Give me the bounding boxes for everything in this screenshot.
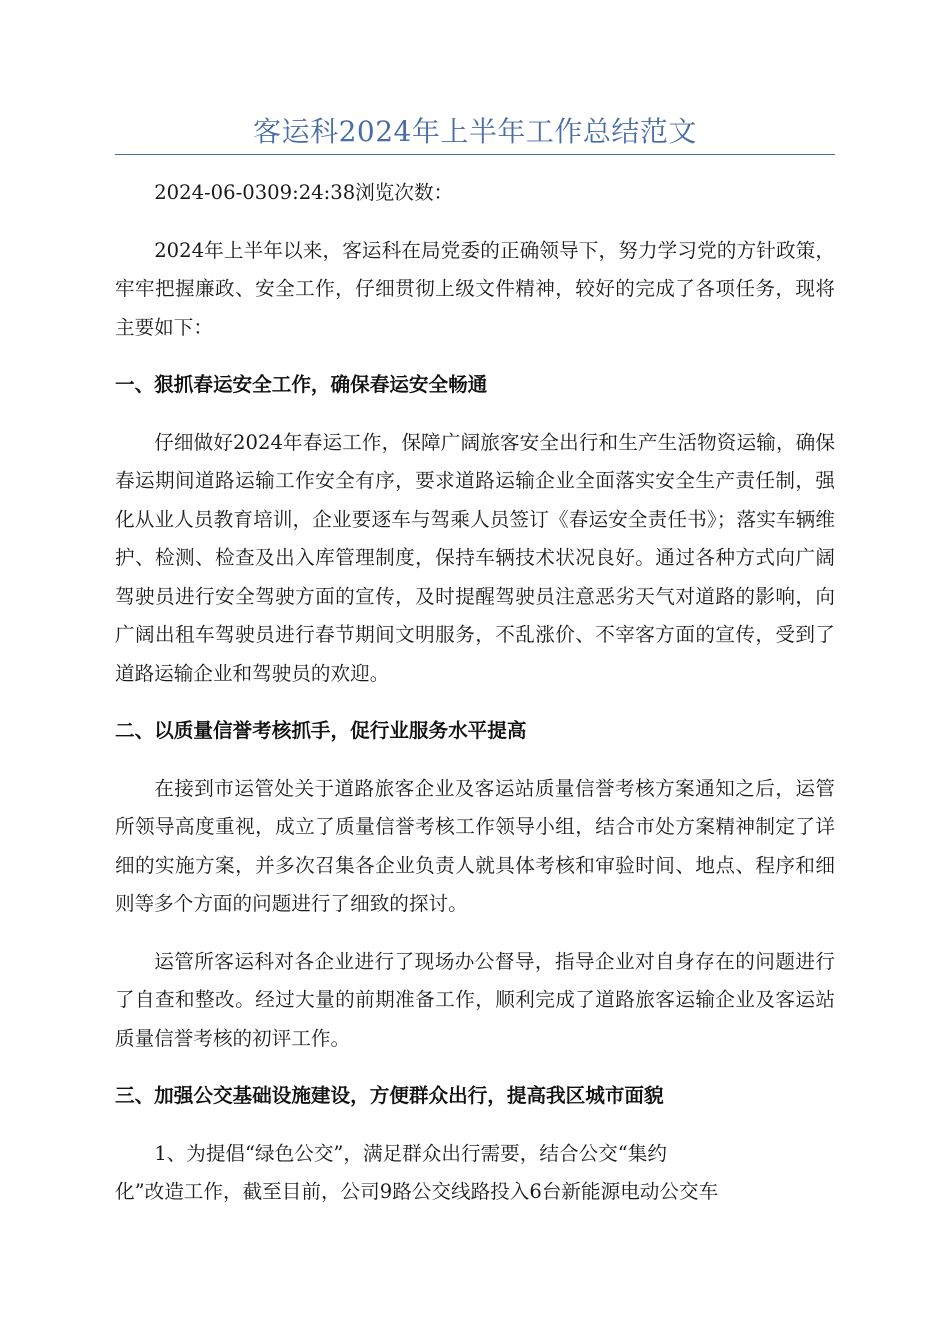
section-2-paragraph-1: 在接到市运管处关于道路旅客企业及客运站质量信誉考核方案通知之后，运管所领导高度重视，成立了质量信誉考核工作领导小组，结合市处方案精神制定了详细的实施方案，并多次召集各企业负责人就具体考核和审验时间、地点、程序和细则等多个方面的问题进行了细致的探讨。 xyxy=(115,776,835,915)
document-body xyxy=(115,174,835,1212)
publish-meta: 2024-06-0309:24:38浏览次数： xyxy=(154,181,454,204)
title-underline xyxy=(115,154,835,155)
section-3-paragraph xyxy=(115,1135,835,1212)
section-2-heading: 二、以质量信誉考核抓手，促行业服务水平提高 xyxy=(115,719,527,742)
section-3-heading: 三、加强公交基础设施建设，方便群众出行，提高我区城市面貌 xyxy=(115,1084,664,1107)
document-title: 客运科2024年上半年工作总结范文 xyxy=(253,115,697,148)
section-3-line-1: 1、为提倡“绿色公交”，满足群众出行需要，结合公交“集约 xyxy=(154,1141,667,1165)
intro-paragraph: 2024年上半年以来，客运科在局党委的正确领导下，努力学习党的方针政策，牢牢把握廉政、安全工作，仔细贯彻上级文件精神，较好的完成了各项任务，现将主要如下： xyxy=(115,238,835,339)
section-1-heading: 一、狠抓春运安全工作，确保春运安全畅通 xyxy=(115,373,488,396)
section-1-paragraph: 仔细做好2024年春运工作，保障广阔旅客安全出行和生产生活物资运输，确保春运期间道路运输工作安全有序，要求道路运输企业全面落实安全生产责任制，强化从业人员教育培训，企业要逐车与驾乘人员签订《春运安全责任书》；落实车辆维护、检测、检查及出入库管理制度，保持车辆技术状况良好。通过各种方式向广阔驾驶员进行安全驾驶方面的宣传，及时提醒驾驶员注意恶劣天气对道路的影响，向广阔出租车驾驶员进行春节期间文明服务，不乱涨价、不宰客方面的宣传，受到了道路运输企业和驾驶员的欢迎。 xyxy=(115,430,835,685)
section-3-line-2: 化”改造工作，截至目前，公司9路公交线路投入6台新能源电动公交车 xyxy=(115,1180,719,1203)
section-2-paragraph-2: 运管所客运科对各企业进行了现场办公督导，指导企业对自身存在的问题进行了自查和整改。经过大量的前期准备工作，顺利完成了道路旅客运输企业及客运站质量信誉考核的初评工作。 xyxy=(115,949,835,1050)
